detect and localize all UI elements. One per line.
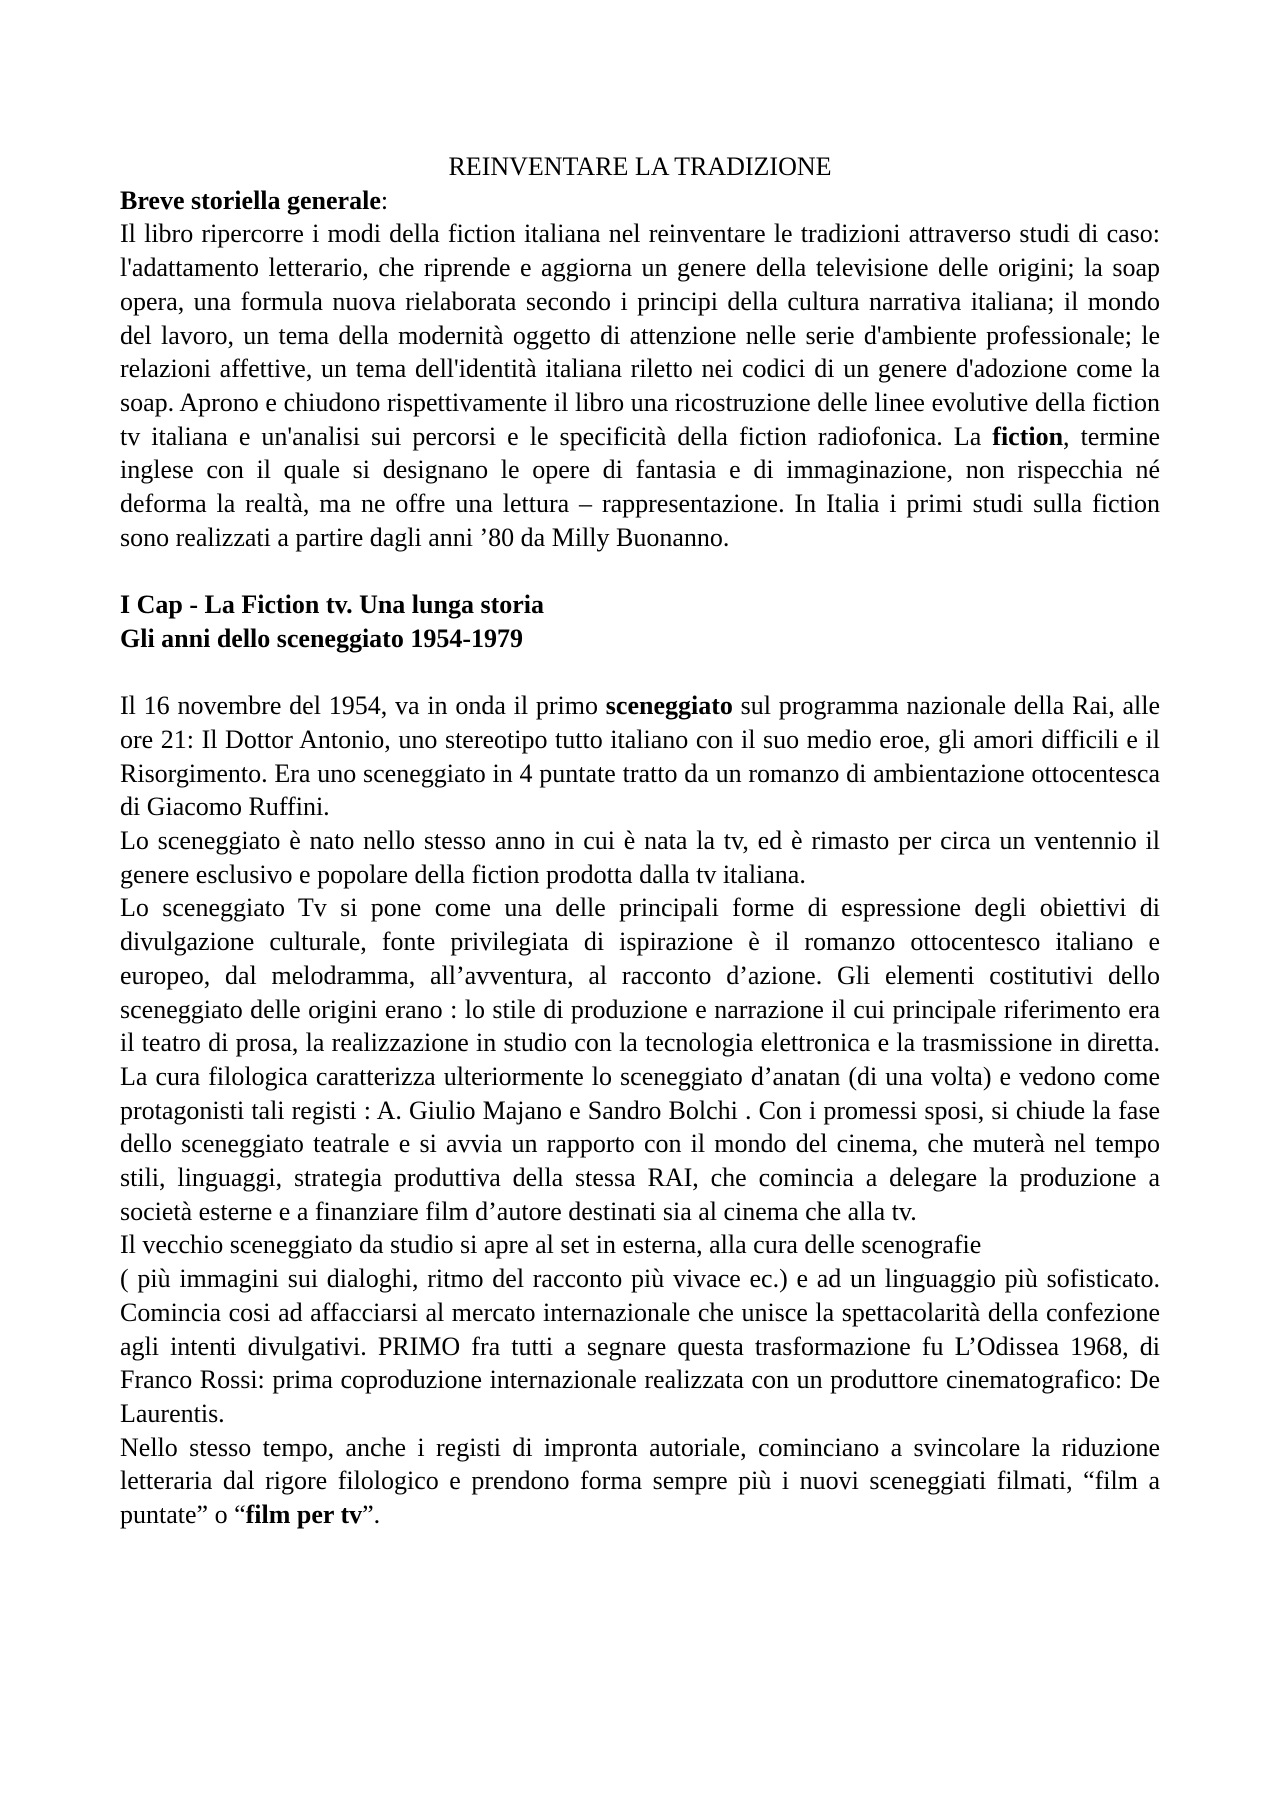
intro-bold-fiction: fiction [992, 421, 1064, 451]
spacer [120, 656, 1160, 690]
intro-heading: Breve storiella generale [120, 185, 381, 215]
intro-paragraph [120, 217, 1160, 554]
paragraph-first-sceneggiato [120, 689, 1160, 824]
document-content [120, 150, 1160, 1532]
paragraph-sceneggiato-forms: Lo sceneggiato Tv si pone come una delle principali forme di espressione degli obiettivi di divulgazione culturale, fonte privilegiata di ispirazione è il romanzo ottocentesco italiano e europeo, dal melodramma, all’avventura, al racconto d’azione. Gli elementi costitutivi dello sceneggiato delle origini erano : lo stile di produzione e narrazione il cui principale riferimento era il teatro di prosa, la realizzazione in studio con la tecnologia elettronica e la trasmissione in diretta. La cura filologica caratterizza ulteriormente lo sceneggiato d’anatan (di una volta) e vedono come protagonisti tali registi : A. Giulio Majano e Sandro Bolchi . Con i promessi sposi, si chiude la fase dello sceneggiato teatrale e si avvia un rapporto con il mondo del cinema, che muterà nel tempo stili, linguaggi, strategia produttiva della stessa RAI, che comincia a delegare la produzione a società esterne e a finanziare film d’autore destinati sia al cinema che alla tv. [120, 893, 1160, 1226]
p2-bold-sceneggiato: sceneggiato [605, 691, 733, 721]
intro-text-a: Il libro ripercorre i modi della fiction italiana nel reinventare le tradizioni attraverso studi di caso: l'adattamento letterario, che riprende e aggiorna un genere della televisione delle origini; la soap opera, una formula nuova rielaborata secondo i principi della cultura narrativa italiana; il mondo del lavoro, un tema della modernità oggetto di attenzione nelle serie d'ambiente professionale; le relazioni affettive, un tema dell'identità italiana riletto nei codici di un genere d'adozione come la soap. Aprono e chiudono rispettivamente il libro una ricostruzione delle linee evolutive della fiction tv italiana e un'analisi sui percorsi e le specificità della fiction radiofonica. La [120, 219, 1160, 451]
paragraph-studio-line1: Il vecchio sceneggiato da studio si apre al set in esterna, alla cura delle scenografie [120, 1230, 982, 1260]
p6-text-a: Nello stesso tempo, anche i registi di impronta autoriale, cominciano a svincolare la riduzione letteraria dal rigore filologico e prendono forma sempre più i nuovi sceneggiati filmati, “film a puntate” o “ [120, 1432, 1160, 1530]
intro-heading-line [120, 184, 1160, 218]
p2-text-b: sul programma nazionale della Rai, alle ore 21: Il Dottor Antonio, uno stereotipo tutto italiano con il suo medio eroe, gli amori difficili e il Risorgimento. Era uno sceneggiato in 4 puntate tratto da un romanzo di ambientazione ottocentesca di Giacomo Ruffini. [120, 691, 1161, 822]
paragraph-studio-rest: ( più immagini sui dialoghi, ritmo del racconto più vivace ec.) e ad un linguaggio più sofisticato. Comincia cosi ad affacciarsi al mercato internazionale che unisce la spettacolarità della confezione agli intenti divulgativi. PRIMO fra tutti a segnare questa trasformazione fu L’Odissea 1968, di Franco Rossi: prima coproduzione internazionale realizzata con un produttore cinematografico: De Laurentis. [120, 1264, 1160, 1428]
intro-heading-suffix: : [380, 185, 389, 215]
p2-text-a: Il 16 novembre del 1954, va in onda il primo [120, 691, 606, 721]
intro-text-b: , termine inglese con il quale si designano le opere di fantasia e di immaginazione, non rispecchia né deforma la realtà, ma ne offre una lettura – rappresentazione. In Italia i primi studi sulla fiction sono realizzati a partire dagli anni ’80 da Milly Buonanno. [120, 421, 1160, 552]
chapter-heading: I Cap - La Fiction tv. Una lunga storia [120, 590, 544, 620]
p6-bold-film-per-tv: film per tv [245, 1500, 363, 1530]
p6-text-b: ”. [362, 1500, 381, 1530]
paragraph-registi [120, 1431, 1160, 1532]
paragraph-birth-tv: Lo sceneggiato è nato nello stesso anno in cui è nata la tv, ed è rimasto per circa un ventennio il genere esclusivo e popolare della fiction prodotta dalla tv italiana. [120, 826, 1160, 889]
document-title: REINVENTARE LA TRADIZIONE [448, 152, 832, 181]
spacer [120, 554, 1160, 588]
chapter-subheading: Gli anni dello sceneggiato 1954-1979 [120, 623, 523, 653]
